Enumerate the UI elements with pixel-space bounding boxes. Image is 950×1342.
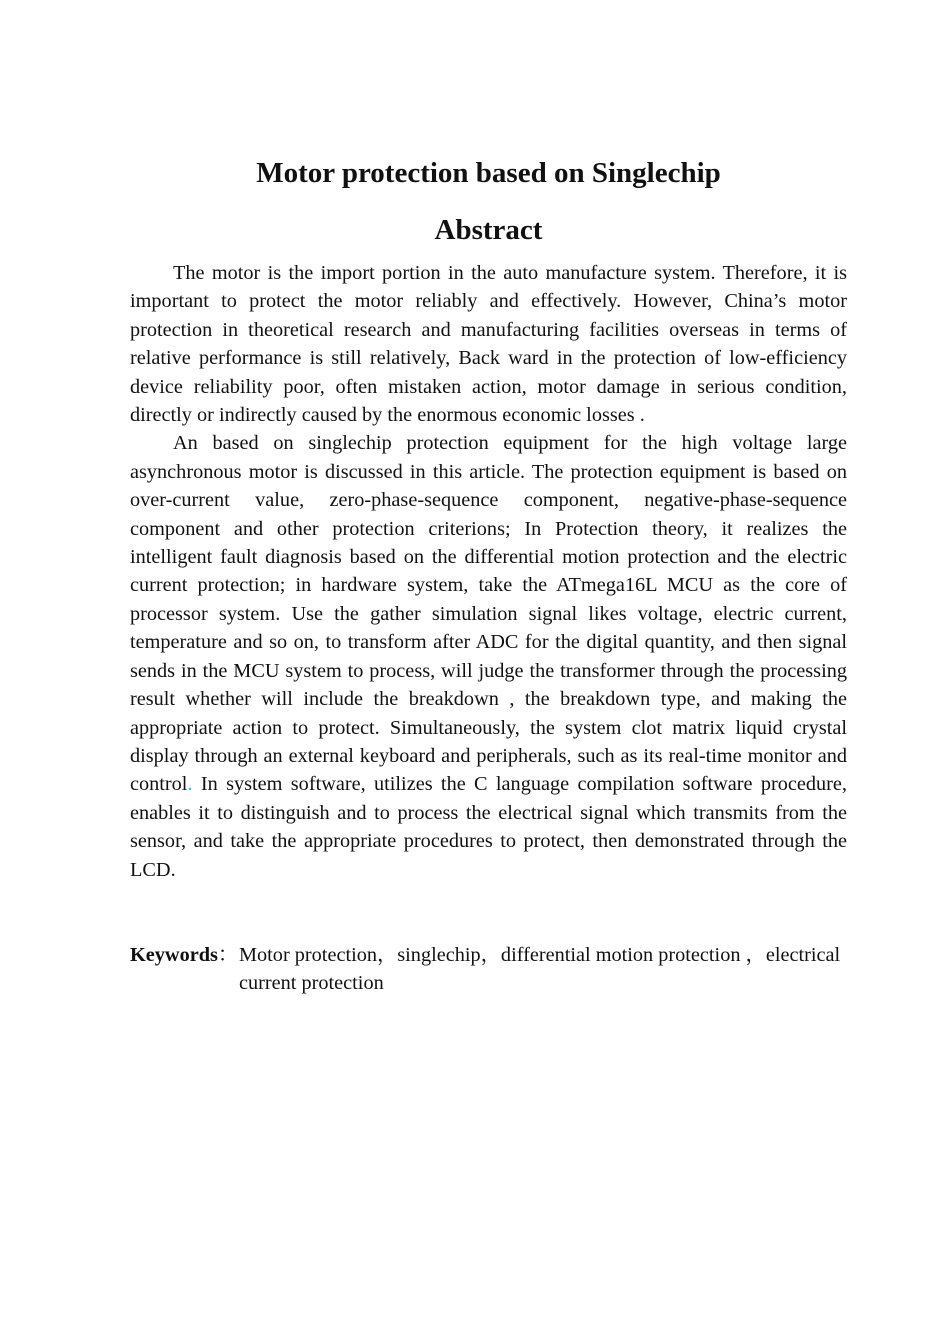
paragraph-2-text-after: In system software, utilizes the C language compilation software procedure, enables it to distinguish and to process the electrical signal which transmits from the sensor, and take the appropriate procedures to protect, then demonstrated through the LCD. (130, 773, 847, 881)
highlighted-period: . (187, 773, 193, 796)
keywords-colon: ： (217, 944, 239, 966)
paragraph-2-text-before: An based on singlechip protection equipment for the high voltage large asynchronous motor is discussed in this article. The protection equipment is based on over-current value, zero-phase-sequence component, negative-phase-sequence component and other protection criterions; In Protection theory, it realizes the intelligent fault diagnosis based on the differential motion protection and the electric current protection; in hardware system, take the ATmega16L MCU as the core of processor system. Use the gather simulation signal likes voltage, electric current, temperature and so on, to transform after ADC for the digital quantity, and then signal sends in the MCU system to process, will judge the transformer through the processing result whether will include the breakdown , the breakdown type, and making the appropriate action to protect. Simultaneously, the system clot matrix liquid crystal display through an external keyboard and peripherals, such as its real-time monitor and control (130, 432, 847, 796)
keywords-label-wrap (130, 941, 239, 998)
abstract-paragraph-2 (130, 429, 847, 884)
abstract-body (130, 259, 847, 884)
keywords-section (130, 941, 847, 998)
keywords-label: Keywords (130, 944, 218, 966)
document-title: Motor protection based on Singlechip (256, 157, 721, 189)
keywords-list: Motor protection，singlechip，differential motion protection ，electrical current protection (239, 944, 841, 995)
abstract-paragraph-1: The motor is the import portion in the auto manufacture system. Therefore, it is important to protect the motor reliably and effectively. However, China’s motor protection in theoretical research and manufacturing facilities overseas in terms of relative performance is still relatively, Back ward in the protection of low-efficiency device reliability poor, often mistaken action, motor damage in serious condition, directly or indirectly caused by the enormous economic losses . (130, 262, 847, 427)
abstract-heading: Abstract (434, 214, 543, 246)
